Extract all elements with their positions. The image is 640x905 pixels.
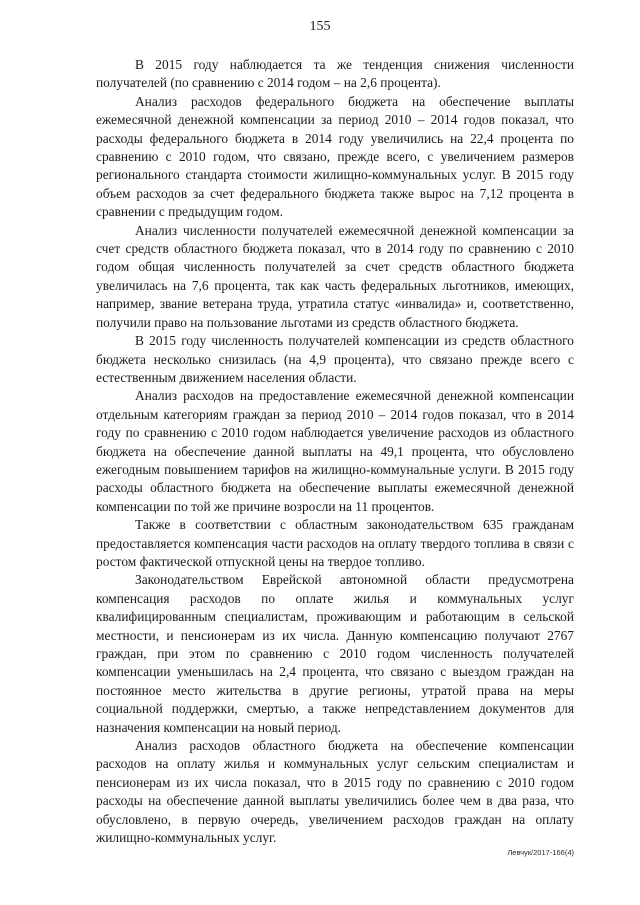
paragraph: Также в соответствии с областным законодательством 635 гражданам предоставляется компенсация части расходов на оплату твердого топлива в связи с ростом фактической отпускной цены на твердое топливо. <box>96 517 574 569</box>
paragraph: Анализ расходов федерального бюджета на обеспечение выплаты ежемесячной денежной компенсации за период 2010 – 2014 годов показал, что расходы федерального бюджета в 2014 году увеличились на 22,4 процента по сравнению с 2010 годом, что связано, прежде всего, с увеличением размеров регионального стандарта стоимости жилищно-коммунальных услуг. В 2015 году объем расходов за счет федерального бюджета также вырос на 7,12 процента в сравнении с предыдущим годом. <box>96 93 574 220</box>
body-text <box>96 56 574 847</box>
paragraph: Анализ расходов областного бюджета на обеспечение компенсации расходов на оплату жилья и коммунальных услуг сельским специалистам и пенсионерам из их числа показал, что в 2015 году по сравнению с 2010 годом расходы на обеспечение данной выплаты увеличились более чем в два раза, что обусловлено, в первую очередь, увеличением расходов граждан на оплату жилищно-коммунальных услуг. <box>96 738 574 846</box>
paragraph: Анализ расходов на предоставление ежемесячной денежной компенсации отдельным категориям граждан за период 2010 – 2014 годов показал, что в 2014 году по сравнению с 2010 годом наблюдается увеличение расходов из областного бюджета на обеспечение данной выплаты на 49,1 процента, что обусловлено ежегодным повышением тарифов на жилищно-коммунальные услуги. В 2015 году расходы областного бюджета на обеспечение выплаты ежемесячной денежной компенсации по той же причине возросли на 11 процентов. <box>96 388 574 514</box>
paragraph: Анализ численности получателей ежемесячной денежной компенсации за счет средств областного бюджета показал, что в 2014 году по сравнению с 2010 годом общая численность получателей за счет средств областного бюджета увеличилась на 7,6 процента, так как часть федеральных льготников, имеющих, например, звание ветерана труда, утратила статус «инвалида» и, соответственно, получили право на пользование льготами из средств областного бюджета. <box>96 222 574 330</box>
paragraph: В 2015 году наблюдается та же тенденция снижения численности получателей (по сравнению с 2014 годом – на 2,6 процента). <box>96 57 574 91</box>
paragraph: Законодательством Еврейской автономной области предусмотрена компенсация расходов по оплате жилья и коммунальных услуг квалифицированным специалистам, проживающим и работающим в сельской местности, и пенсионерам из их числа. Данную компенсацию получают 2767 граждан, при этом по сравнению с 2010 годом численность получателей компенсации уменьшилась на 2,4 процента, что связано с выездом граждан на постоянное место жительства в другие регионы, утратой права на меры социальной поддержки, смертью, а также непредставлением документов для назначения компенсации на новый период. <box>96 572 574 735</box>
paragraph: В 2015 году численность получателей компенсации из средств областного бюджета несколько снизилась (на 4,9 процента), что связано прежде всего с естественным движением населения области. <box>96 333 574 385</box>
page-number: 155 <box>309 19 331 34</box>
document-code: Левчук/2017-166(4) <box>507 848 574 857</box>
